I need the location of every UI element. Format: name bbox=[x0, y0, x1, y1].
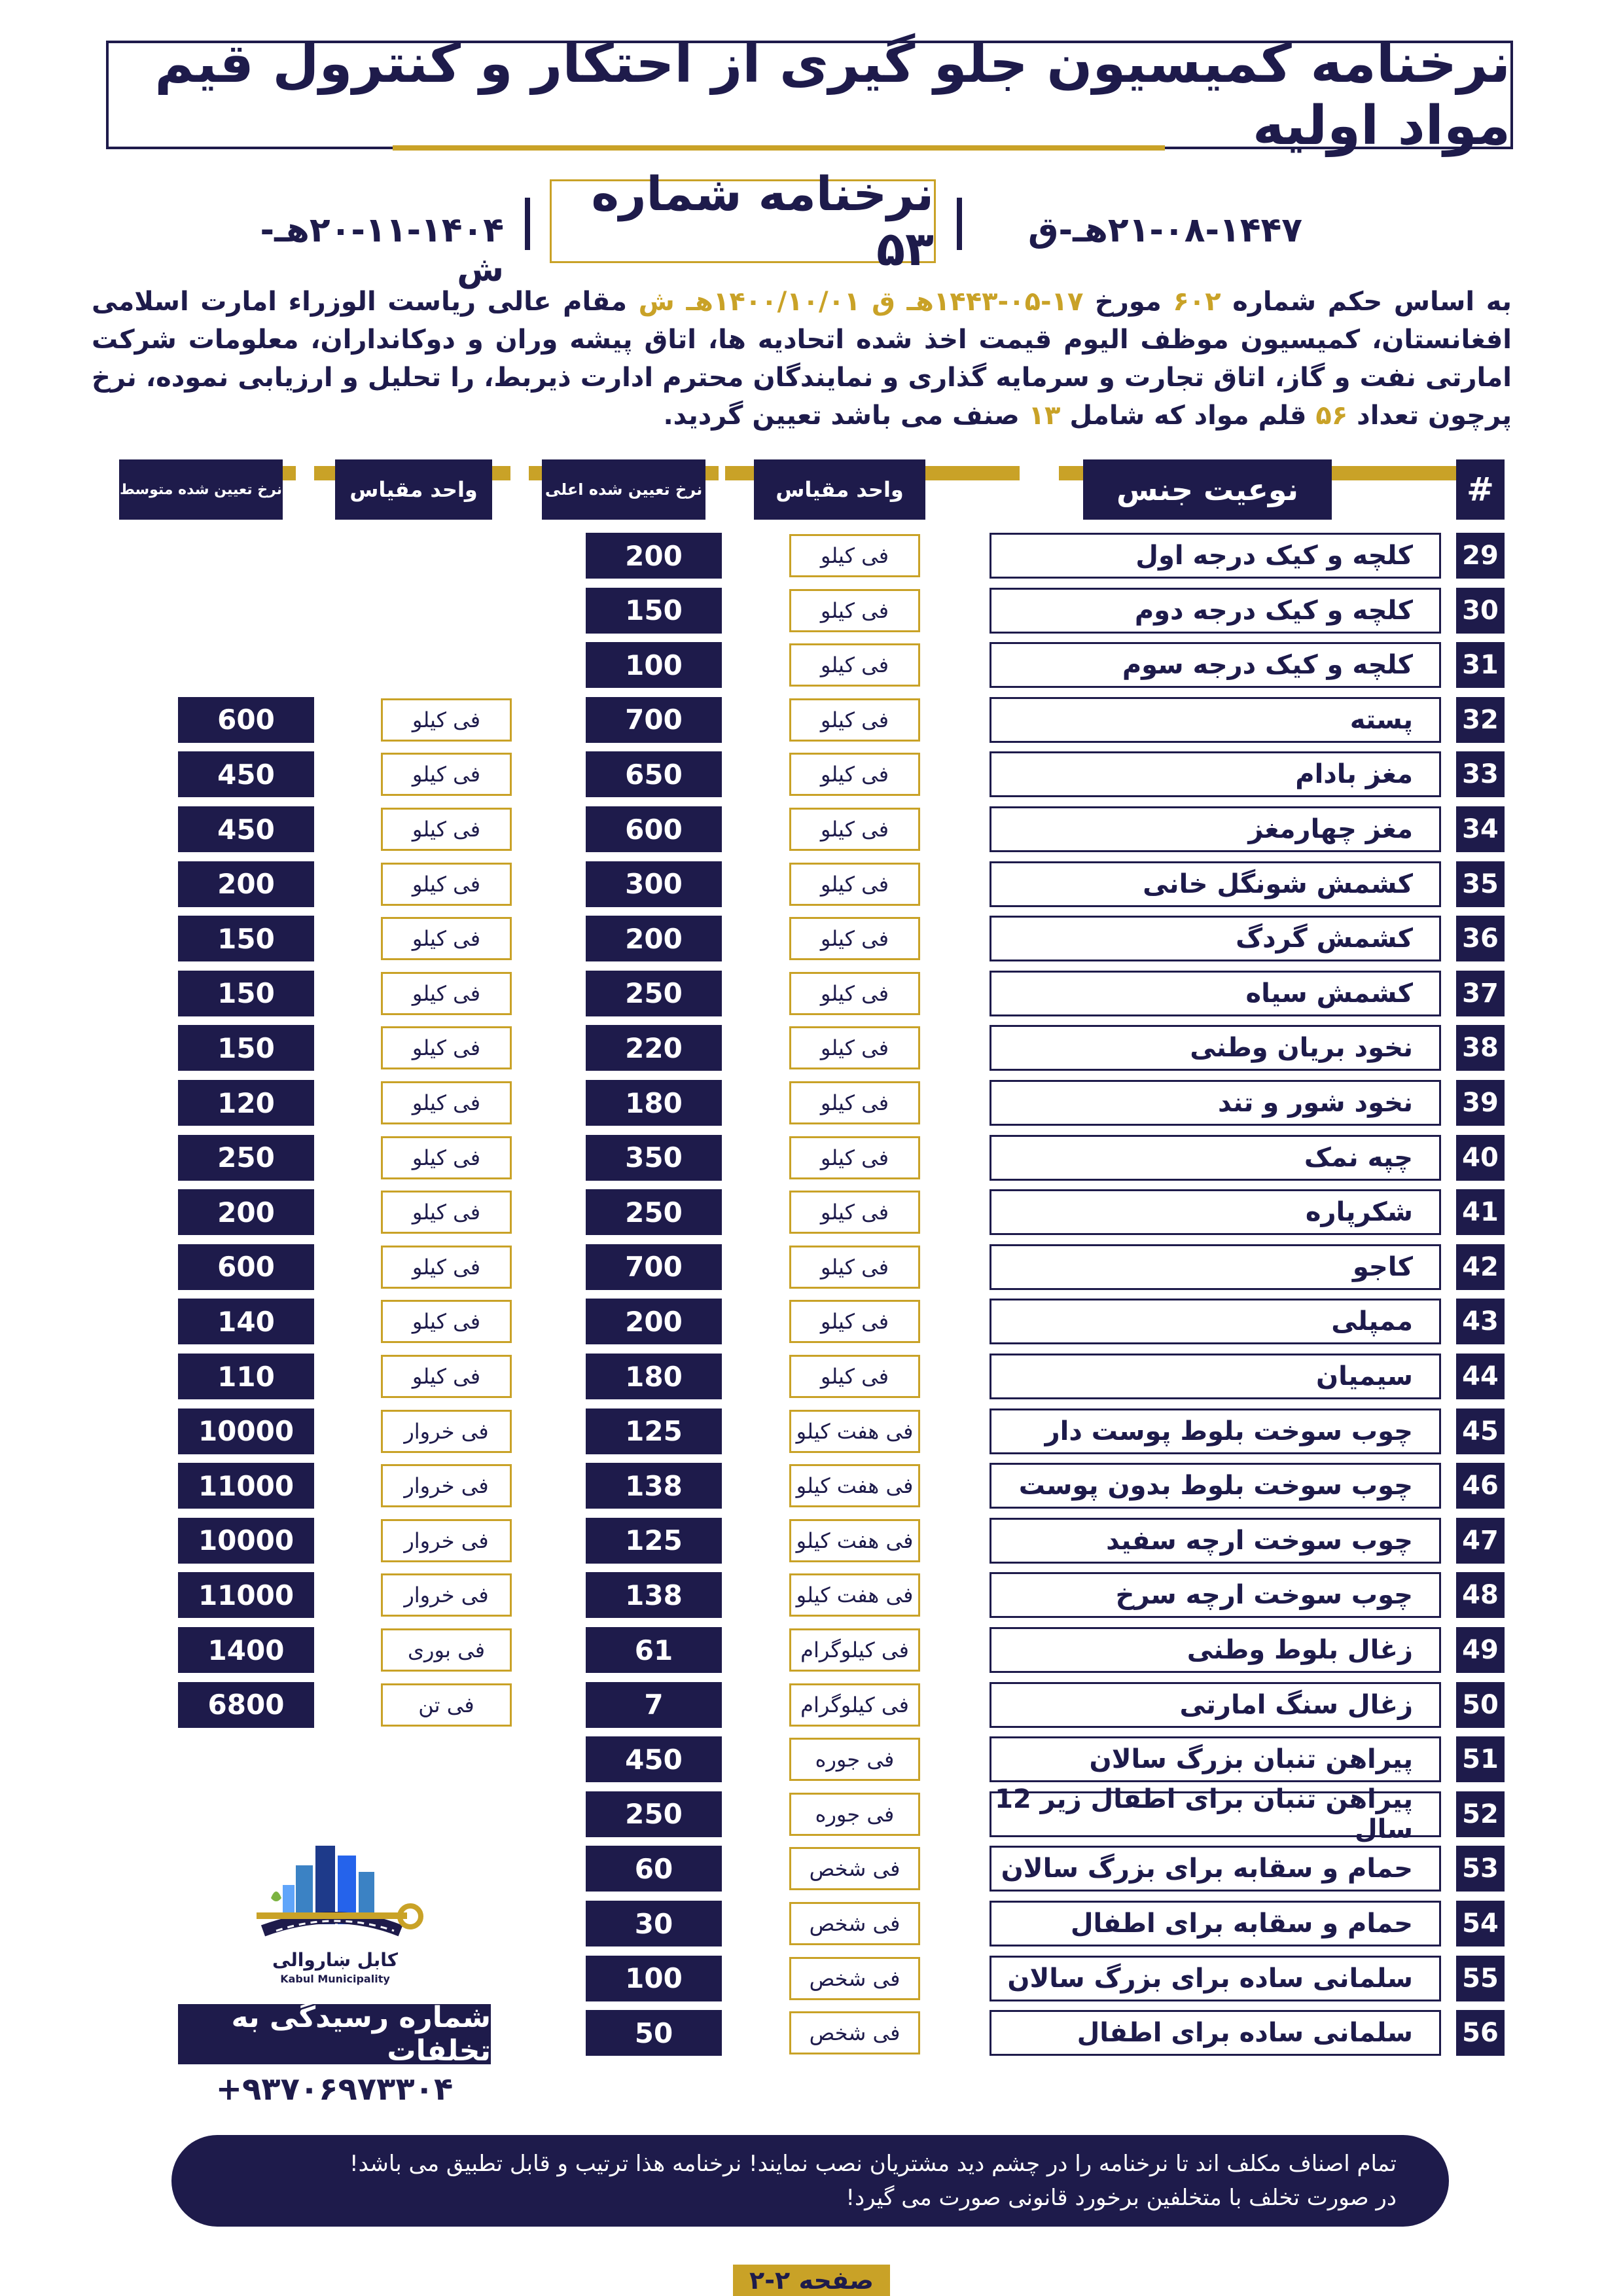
table-row bbox=[0, 1408, 1623, 1454]
item-name: مغز بادام bbox=[990, 751, 1441, 797]
rate-avg-value: 600 bbox=[178, 697, 314, 743]
rate-high-value: 200 bbox=[586, 1299, 722, 1344]
row-number: 31 bbox=[1456, 642, 1505, 688]
date-hijri-shamsi: ۲۰-۱۱-۱۴۰۴هـ-ش bbox=[260, 211, 504, 289]
rate-avg-value: 450 bbox=[178, 751, 314, 797]
table-row bbox=[0, 806, 1623, 852]
separator bbox=[957, 198, 962, 250]
rate-avg-value: 250 bbox=[178, 1135, 314, 1181]
unit-high: فی کیلو bbox=[789, 917, 920, 960]
unit-high: فی شخص bbox=[789, 1902, 920, 1945]
unit-avg: فی کیلو bbox=[381, 917, 512, 960]
intro-text: قلم مواد که شامل bbox=[1060, 401, 1316, 431]
unit-high: فی کیلو bbox=[789, 1246, 920, 1289]
rate-high-value: 50 bbox=[586, 2010, 722, 2056]
item-name: کاجو bbox=[990, 1244, 1441, 1290]
date-hijri-qamari: ۲۱-۰۸-۱۴۴۷هـ-ق bbox=[1028, 211, 1302, 250]
rate-high-value: 250 bbox=[586, 971, 722, 1016]
rate-high-value: 220 bbox=[586, 1025, 722, 1071]
item-name: کشمش شونگل خانی bbox=[990, 861, 1441, 907]
unit-high: فی کیلو bbox=[789, 643, 920, 687]
complaint-phone[interactable]: +۹۳۷۰۶۹۷۳۳۰۴ bbox=[215, 2071, 454, 2108]
unit-high: فی هفت کیلو bbox=[789, 1410, 920, 1453]
table-row bbox=[0, 1244, 1623, 1290]
rate-high-value: 138 bbox=[586, 1572, 722, 1618]
rate-high-value: 300 bbox=[586, 861, 722, 907]
rate-avg-value: 1400 bbox=[178, 1627, 314, 1673]
unit-avg: فی کیلو bbox=[381, 1246, 512, 1289]
row-number: 53 bbox=[1456, 1846, 1505, 1892]
rate-high-value: 60 bbox=[586, 1846, 722, 1892]
page-number: صفحه ۲-۲ bbox=[733, 2265, 890, 2296]
unit-avg: فی خروار bbox=[381, 1519, 512, 1562]
row-number: 45 bbox=[1456, 1408, 1505, 1454]
unit-avg: فی کیلو bbox=[381, 1191, 512, 1234]
unit-high: فی کیلو bbox=[789, 808, 920, 851]
rate-high-value: 650 bbox=[586, 751, 722, 797]
unit-avg: فی کیلو bbox=[381, 753, 512, 796]
unit-avg: فی کیلو bbox=[381, 972, 512, 1015]
row-number: 51 bbox=[1456, 1736, 1505, 1782]
item-name: مغز چهارمغز bbox=[990, 806, 1441, 852]
unit-avg: فی کیلو bbox=[381, 1136, 512, 1179]
footer-notice bbox=[171, 2135, 1449, 2227]
table-row bbox=[0, 1784, 1623, 1844]
rate-avg-value: 11000 bbox=[178, 1572, 314, 1618]
intro-text: مقام عالی ریاست الوزراء امارت اسلامی افغانستان، کمیسیون موظف الیوم قیمت اخذ شده اتحادیه ها، اتاق پیشه وران و دوکانداران، معلومات شرکت امارتی نفت و گاز، اتاق تجارت و سرمایه گذاری و نمایندگان محترم ادارت ذیربط، را تحلیل و ارزیابی نموده، نرخ پرچون تعداد bbox=[92, 287, 1512, 431]
rate-high-value: 700 bbox=[586, 697, 722, 743]
row-number: 29 bbox=[1456, 533, 1505, 579]
item-name: پیراهن تنبان برای اطفال زیر 12 سال bbox=[990, 1791, 1441, 1837]
rate-avg-value: 120 bbox=[178, 1080, 314, 1126]
unit-high: فی کیلو bbox=[789, 698, 920, 742]
table-row bbox=[0, 1572, 1623, 1618]
rate-high-value: 61 bbox=[586, 1627, 722, 1673]
table-row bbox=[0, 916, 1623, 961]
rate-avg-value: 450 bbox=[178, 806, 314, 852]
unit-high: فی شخص bbox=[789, 2011, 920, 2054]
kabul-municipality-logo bbox=[237, 1833, 433, 2016]
item-name: نخود شور و تند bbox=[990, 1080, 1441, 1126]
rate-avg-value: 10000 bbox=[178, 1518, 314, 1564]
rate-high-value: 450 bbox=[586, 1736, 722, 1782]
rate-avg-value: 110 bbox=[178, 1354, 314, 1399]
city-buildings-icon bbox=[237, 1833, 433, 1950]
header-unit-1: واحد مقیاس bbox=[754, 459, 925, 520]
table-row bbox=[0, 1189, 1623, 1235]
rate-high-value: 700 bbox=[586, 1244, 722, 1290]
unit-high: فی شخص bbox=[789, 1957, 920, 2000]
rate-high-value: 350 bbox=[586, 1135, 722, 1181]
unit-avg: فی تن bbox=[381, 1683, 512, 1727]
row-number: 37 bbox=[1456, 971, 1505, 1016]
footer-line-1: تمام اصناف مکلف اند تا نرخنامه را در چشم دید مشتریان نصب نمایند! نرخنامه هذا ترتیب و قابل تطبیق می باشد! bbox=[349, 2151, 1397, 2177]
unit-high: فی هفت کیلو bbox=[789, 1573, 920, 1617]
rate-high-value: 30 bbox=[586, 1901, 722, 1946]
rate-high-value: 100 bbox=[586, 1956, 722, 2001]
header-rate-high: نرخ تعیین شده اعلی bbox=[542, 459, 705, 520]
item-name: ممپلی bbox=[990, 1299, 1441, 1344]
subheader bbox=[260, 166, 1302, 289]
intro-text: صنف می باشد تعیین گردید. bbox=[663, 401, 1029, 431]
rate-high-value: 125 bbox=[586, 1408, 722, 1454]
logo-text-fa: کابل ښاروالی bbox=[272, 1949, 399, 1971]
table-row bbox=[0, 697, 1623, 743]
table-row bbox=[0, 1025, 1623, 1071]
intro-paragraph bbox=[92, 283, 1512, 435]
unit-avg: فی کیلو bbox=[381, 1026, 512, 1069]
row-number: 43 bbox=[1456, 1299, 1505, 1344]
item-name: پسته bbox=[990, 697, 1441, 743]
rate-high-value: 200 bbox=[586, 533, 722, 579]
item-name: چوب سوخت ارچه سفید bbox=[990, 1518, 1441, 1564]
rate-avg-value: 150 bbox=[178, 1025, 314, 1071]
row-number: 56 bbox=[1456, 2010, 1505, 2056]
unit-high: فی کیلوگرام bbox=[789, 1683, 920, 1727]
unit-avg: فی خروار bbox=[381, 1464, 512, 1507]
row-number: 52 bbox=[1456, 1791, 1505, 1837]
rate-avg-value: 140 bbox=[178, 1299, 314, 1344]
item-name: حمام و سقابه برای اطفال bbox=[990, 1901, 1441, 1946]
intro-text: مورخ bbox=[1083, 287, 1173, 317]
unit-avg: فی کیلو bbox=[381, 1300, 512, 1343]
page-title: نرخنامه کمیسیون جلو گیری از احتکار و کنترول قیم مواد اولیه bbox=[106, 41, 1513, 149]
item-name: سیمیان bbox=[990, 1354, 1441, 1399]
unit-high: فی کیلو bbox=[789, 534, 920, 577]
item-name: کشمش سیاه bbox=[990, 971, 1441, 1016]
item-name: حمام و سقابه برای بزرگ سالان bbox=[990, 1846, 1441, 1892]
item-name: نخود بریان وطنی bbox=[990, 1025, 1441, 1071]
item-name: زغال بلوط وطنی bbox=[990, 1627, 1441, 1673]
table-row bbox=[0, 1682, 1623, 1728]
row-number: 38 bbox=[1456, 1025, 1505, 1071]
footer-line-2: در صورت تخلف با متخلفین برخورد قانونی صورت می گیرد! bbox=[846, 2185, 1397, 2211]
unit-high: فی کیلو bbox=[789, 1191, 920, 1234]
row-number: 40 bbox=[1456, 1135, 1505, 1181]
item-name: سلمانی ساده برای اطفال bbox=[990, 2010, 1441, 2056]
unit-avg: فی بوری bbox=[381, 1628, 512, 1672]
table-row bbox=[0, 642, 1623, 688]
table-row bbox=[0, 1736, 1623, 1782]
table-row bbox=[0, 1135, 1623, 1181]
rate-sheet-number: نرخنامه شماره ۵۳ bbox=[550, 179, 936, 263]
table-row bbox=[0, 861, 1623, 907]
unit-avg: فی کیلو bbox=[381, 698, 512, 742]
row-number: 30 bbox=[1456, 588, 1505, 634]
table-row bbox=[0, 1463, 1623, 1509]
unit-high: فی جوره bbox=[789, 1738, 920, 1781]
row-number: 47 bbox=[1456, 1518, 1505, 1564]
header-number: # bbox=[1456, 459, 1505, 520]
rate-high-value: 250 bbox=[586, 1791, 722, 1837]
unit-high: فی کیلو bbox=[789, 1136, 920, 1179]
row-number: 41 bbox=[1456, 1189, 1505, 1235]
unit-high: فی کیلو bbox=[789, 753, 920, 796]
table-row bbox=[0, 1627, 1623, 1673]
rate-high-value: 200 bbox=[586, 916, 722, 961]
logo-text-en: Kabul Municipality bbox=[280, 1973, 390, 1985]
header-rate-avg: نرخ تعیین شده متوسط bbox=[119, 459, 283, 520]
table-row bbox=[0, 971, 1623, 1016]
unit-high: فی کیلو bbox=[789, 863, 920, 906]
guilds-count: ۱۳ bbox=[1028, 401, 1061, 431]
rate-avg-value: 10000 bbox=[178, 1408, 314, 1454]
rate-high-value: 180 bbox=[586, 1354, 722, 1399]
title-underline bbox=[393, 145, 1165, 151]
row-number: 55 bbox=[1456, 1956, 1505, 2001]
unit-high: فی کیلو bbox=[789, 1081, 920, 1124]
unit-avg: فی خروار bbox=[381, 1573, 512, 1617]
unit-high: فی هفت کیلو bbox=[789, 1464, 920, 1507]
complaint-label: شماره رسیدگی به تخلفات bbox=[178, 2004, 491, 2064]
table-row bbox=[0, 1518, 1623, 1564]
item-name: شکرپاره bbox=[990, 1189, 1441, 1235]
row-number: 54 bbox=[1456, 1901, 1505, 1946]
unit-high: فی کیلو bbox=[789, 1026, 920, 1069]
rate-avg-value: 150 bbox=[178, 971, 314, 1016]
decree-number: ۶۰۲ bbox=[1173, 287, 1221, 317]
table-row bbox=[0, 1354, 1623, 1399]
rate-high-value: 138 bbox=[586, 1463, 722, 1509]
item-name: کلچه و کیک درجه سوم bbox=[990, 642, 1441, 688]
item-name: چپه نمک bbox=[990, 1135, 1441, 1181]
table-row bbox=[0, 751, 1623, 797]
unit-avg: فی کیلو bbox=[381, 1081, 512, 1124]
unit-high: فی کیلو bbox=[789, 1300, 920, 1343]
header-unit-2: واحد مقیاس bbox=[335, 459, 492, 520]
row-number: 50 bbox=[1456, 1682, 1505, 1728]
unit-avg: فی کیلو bbox=[381, 863, 512, 906]
unit-avg: فی خروار bbox=[381, 1410, 512, 1453]
row-number: 39 bbox=[1456, 1080, 1505, 1126]
row-number: 48 bbox=[1456, 1572, 1505, 1618]
unit-high: فی کیلو bbox=[789, 972, 920, 1015]
row-number: 44 bbox=[1456, 1354, 1505, 1399]
rate-avg-value: 600 bbox=[178, 1244, 314, 1290]
item-name: چوب سوخت بلوط پوست دار bbox=[990, 1408, 1441, 1454]
rate-avg-value: 150 bbox=[178, 916, 314, 961]
unit-high: فی جوره bbox=[789, 1793, 920, 1836]
unit-high: فی کیلو bbox=[789, 589, 920, 632]
rate-high-value: 125 bbox=[586, 1518, 722, 1564]
row-number: 49 bbox=[1456, 1627, 1505, 1673]
item-name: پیراهن تنبان بزرگ سالان bbox=[990, 1736, 1441, 1782]
rate-high-value: 7 bbox=[586, 1682, 722, 1728]
row-number: 34 bbox=[1456, 806, 1505, 852]
item-name: کشمش گردگ bbox=[990, 916, 1441, 961]
rate-avg-value: 11000 bbox=[178, 1463, 314, 1509]
row-number: 35 bbox=[1456, 861, 1505, 907]
header-item-type: نوعیت جنس bbox=[1083, 459, 1332, 520]
unit-high: فی کیلوگرام bbox=[789, 1628, 920, 1672]
unit-high: فی کیلو bbox=[789, 1355, 920, 1398]
table-row bbox=[0, 588, 1623, 634]
rate-high-value: 150 bbox=[586, 588, 722, 634]
row-number: 46 bbox=[1456, 1463, 1505, 1509]
row-number: 33 bbox=[1456, 751, 1505, 797]
rate-avg-value: 200 bbox=[178, 1189, 314, 1235]
item-name: چوب سوخت ارچه سرخ bbox=[990, 1572, 1441, 1618]
rate-avg-value: 6800 bbox=[178, 1682, 314, 1728]
row-number: 42 bbox=[1456, 1244, 1505, 1290]
unit-avg: فی کیلو bbox=[381, 1355, 512, 1398]
table-row bbox=[0, 1080, 1623, 1126]
separator bbox=[525, 198, 530, 250]
intro-text: به اساس حکم شماره bbox=[1221, 287, 1512, 317]
item-name: کلچه و کیک درجه دوم bbox=[990, 588, 1441, 634]
table-row bbox=[0, 1299, 1623, 1344]
item-name: کلچه و کیک درجه اول bbox=[990, 533, 1441, 579]
unit-high: فی شخص bbox=[789, 1847, 920, 1890]
rate-high-value: 100 bbox=[586, 642, 722, 688]
item-name: چوب سوخت بلوط بدون پوست bbox=[990, 1463, 1441, 1509]
rate-high-value: 180 bbox=[586, 1080, 722, 1126]
item-name: زغال سنگ امارتی bbox=[990, 1682, 1441, 1728]
rate-high-value: 250 bbox=[586, 1189, 722, 1235]
items-count: ۵۶ bbox=[1315, 401, 1348, 431]
rate-high-value: 600 bbox=[586, 806, 722, 852]
row-number: 32 bbox=[1456, 697, 1505, 743]
decree-date: ۱۷-۰۵-۱۴۴۳هـ ق ۱۴۰۰/۱۰/۰۱هـ ش bbox=[638, 287, 1084, 317]
unit-avg: فی کیلو bbox=[381, 808, 512, 851]
item-name: سلمانی ساده برای بزرگ سالان bbox=[990, 1956, 1441, 2001]
unit-high: فی هفت کیلو bbox=[789, 1519, 920, 1562]
rate-avg-value: 200 bbox=[178, 861, 314, 907]
row-number: 36 bbox=[1456, 916, 1505, 961]
table-row bbox=[0, 533, 1623, 579]
